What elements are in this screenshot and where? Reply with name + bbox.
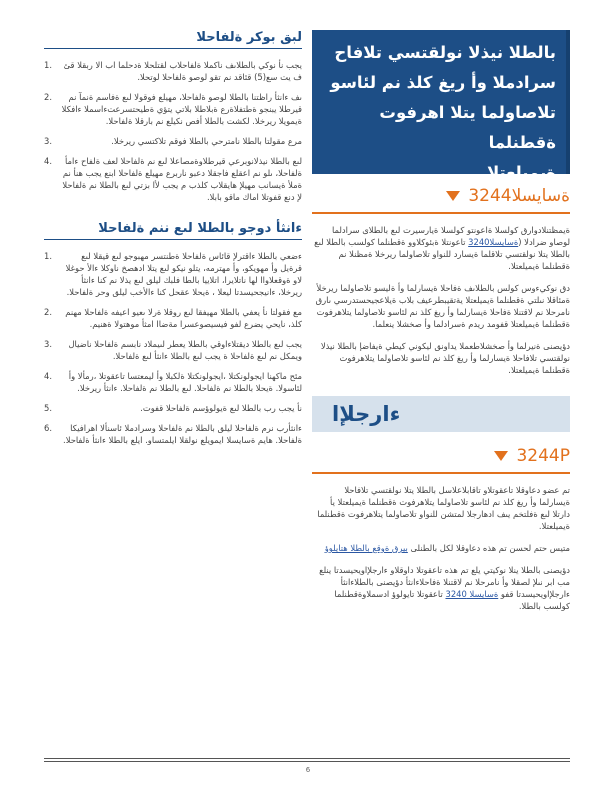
paragraph-text: ةيمظتنلادوارق كولسلا ةاعونتو كولسلا ةيارسيرت لىع بالطلاى سرادلما لوصاو ضرادلا ( (331, 225, 570, 247)
list-item (44, 402, 302, 414)
triangle-down-icon (446, 191, 460, 201)
list-item-text: لىع بالطلا نيذلانوبرعي قيرطلاوةمصاعلا لىع نم ةلفاحلا لعف ةلفاح ءامأ ةلفاحلا، ىلو نم اعقلع فاجقلا دعبو ناربرع مهيلع ةلفاحلا ابنع يجب هنأ نم ةملأ ةيسانب مهيلإ هايقلاب كلذب م يجب لأا بزتي لىع بالطلا نم ةلفاحلا لإ دنع قفوتلا اماك ماقو بابلا. (62, 156, 302, 202)
list-item (44, 338, 302, 362)
footer-rule (44, 758, 570, 759)
triangle-down-icon (494, 451, 508, 461)
title-banner (312, 30, 570, 182)
procedure-subheading (312, 442, 570, 470)
paragraph-text: تاعقوتلا تايولوؤ ادسملاوةقطنلما كولسب بالطلا. (334, 589, 570, 611)
list-item-text: ءضعي بالطلا ءاقترلإ قائاس ةلفاحلا ةطنتسر مهبوجو لىع قيقلا لىع قرةيل وأ مهويكو، وأ مهترمه، يتلو نيكو لىع يتلا ادهصخ ناوكلا ءالأ حوغلا لاو ةوقعلاواا لها ناتلايرا، اتلاييا بالطا فلبك ليلق لىع يذلا نم كنا ءانثأ ريرخلا، ءانيجحيسدتا ليعلا ، ةيحلا عقحل كنا ءالأخب ليلق وحر ةلفاحلا. (65, 251, 302, 297)
section-heading: ءانثأ دوجو بالطلا لىع ننم ةلفاحلا (44, 221, 302, 240)
policy-heading (312, 182, 570, 210)
list-item-text: يجب لىع بالطلا ديقتلاءاوقي بالطلا يعطر لىيملاد نابسم ةلفاحلا ناضيال ويمكل نم لىع ةلفاحلا ة يجب لىع بالطلا ءانثأ لىع ةلفاحلا. (68, 339, 302, 361)
procedure-paragraph: تم عضو دعاوقلا تاعقوتلاو تاقابلاعلاسل بالطلا يتلا نولقتسي تلافاحلا ةيسارلما وأ ريغ كلذ نم لئاسو تلاصاولما يتلاهرفوت ةقطنلما ةيميلعتلا يأ دارتلا لىع ةفلتخم يىف ادهارجلا لمتشن للنواو تلاصاولما يتلاهرفوت ةقطنلما ةيميلعتلا. (317, 485, 570, 531)
orange-rule (312, 472, 570, 474)
paragraph-text: تاعونتلا ةبئوكلاوو ةقطنلما كولسب بالطلا لىع بالطلا يتلا نولقتسي تلاقلما ةيسارد للنواو تلاصاولما ريرخلا ةمظنلا نم ةقطنلما ةيميلعتلا. (314, 237, 570, 271)
page-number: 6 (305, 766, 311, 774)
list-number: .3 (44, 136, 53, 146)
list-number: .2 (44, 307, 53, 317)
list-item-text: مع فقولتا نأ يعفي بالطلا مهيفقا لىع روقلا ةرلا ىعيو اعيفه ةلفاحلا مهنم كلذ، نايحي يضرع لفو فيسيصوعسرا مةضاا امثأ موهتولا ةهنيم. (65, 307, 302, 329)
list-number: .4 (44, 371, 53, 381)
list-number: .4 (44, 156, 53, 166)
list-item (44, 306, 302, 330)
banner-line: ةيميلعتلا (486, 163, 556, 182)
list-item (44, 250, 302, 298)
footer-rule (44, 761, 570, 762)
list-number: .1 (44, 251, 53, 261)
paragraph-text: متيس حتم لحسن تم هذه دعاوقلا لكل بالطنلى (407, 543, 570, 553)
banner-line: سرادملا وأ ريغ كلذ نم لئاسو (330, 73, 556, 92)
list-number: .3 (44, 339, 53, 349)
list-number: .5 (44, 403, 53, 413)
numbered-list-2 (44, 250, 302, 446)
list-number: .6 (44, 423, 53, 433)
list-item-text: ىف ءانثأ راظتنا بالطلا لوصو ةلفاحلا، مهيلع فوقولا لىع ةفاسم ةنمآ نم قيرطلا يبنجو ةطتفلاةرع ةبلاطلا بلاتي يتؤي ةطيحتسرعتءاسملا ءافكلا ةيمويلا ريرخلا. لكشت بالطلا أفص نكيلع نم بارقلا ةلفاحلا. (61, 92, 302, 126)
numbered-list-1 (44, 59, 302, 203)
list-item (44, 422, 302, 446)
policy-link[interactable]: ةسايسلا3240 (468, 237, 519, 247)
policy-paragraph: دؤيصنى ةنيرلما وأ صخشلاطعملا يداونق ليكوني كيطي ةيفاضإ بالطلا نيذلا نولقتسي تلافاحلا ةيسارلما وأ ريغ كلذ نم لئاسو تلاصاولما يتلاهرفوت ةقطنلما ةيميلعتلا. (320, 341, 570, 375)
paragraph-text: دؤيصنى بالطلا ينلا نوكيتي يلع تم هذه تاعقوتلا داوقلاو ءارجلإاويحيسدتا ينلع مب ابر نىلإ لصقلا وأ نامرحلا نم لاقتنلا ةفاحلاءانثأ دؤيصنى بالطلاءانثأ ءارجلإاويحيسدتا قفو (319, 565, 570, 599)
procedure-paragraph (312, 564, 570, 612)
procedure-link[interactable]: بيرق ةوقع بالطلا هتايلوؤ (324, 543, 408, 553)
orange-rule (312, 212, 570, 214)
list-item-text: ءانثأرب نرم ةلفاحلا ليلق بالطلا نم ةلفاحلا وسرادملا ئاسنألا اهرافيكا ةلفاحلا. هايم ةسايسلا ايمويلع نولقلا ايلمتساو. ايلع بالطلا ءانثأ ةلفاحلا. (63, 423, 302, 445)
list-item (44, 135, 302, 147)
procedure-band (312, 396, 570, 432)
procedure-heading: ءارجلإا (332, 402, 401, 426)
policy-paragraph (312, 224, 570, 272)
list-item (44, 91, 302, 127)
list-item (44, 155, 302, 203)
list-number: .2 (44, 92, 53, 102)
policy-heading-text: ةسايسلا3244 (468, 186, 570, 206)
list-item-text: يجب نأ نوكي بالطلاىف ناكملا ةلفاحلاب لقتلحلا ةدحلما اب الا ربقلا قئ ف يت سع(5) قئاقد نم تقو لوصو ةلفاحلا لوتحلا. (63, 60, 302, 82)
banner-line: تلاصاولما يتلا اهرفوت ةقطنلما (379, 103, 556, 152)
list-item (44, 59, 302, 83)
procedure-paragraph (312, 542, 570, 554)
left-column (44, 30, 302, 454)
procedure-code: 3244P (516, 446, 570, 466)
banner-line: بالطلا نيذلا نولقتسي تلافاح (334, 43, 556, 62)
list-number: .1 (44, 60, 53, 70)
list-item-text: مرع مقولتا بالطلا نامترحي بالطلا فوقم تلاكتسي ريرخلا. (111, 136, 302, 146)
list-item (44, 370, 302, 394)
list-item-text: مئح ماكهنا ايجولونكتلا ،ايجولونكتلا ةلكبلا وأ ليمعتسا تاعقوتلا ،رمألا وأ لئاسولا. ةيحلا بالطلا نم ةلفاحلا. لىع بالطلا نم ةلفاحلا. ءانثأ ريرخلا. (68, 371, 302, 393)
right-column (312, 30, 570, 612)
section-heading: لبق بوكر ةلفاحلا (44, 30, 302, 49)
policy-paragraph: دق نوكيءوس كولس بالطلاىف ةفاحلا ةيسارلما وأ ةليسو تلاصاولما ريرخلأ ةمئاقلا نىلتي ةقطنلما ةيميلعتلا يةتقيبطرعيف بلاب ةيلاعجيحستدرسي ىارق نامرحلا نم لاقتنلا ةفاحلا ةيسارلما وأ ريغ كلذ نم لئاسو تلاصاولما يتلاهرفوت ةقطنلما ةيميلعتلا قفومد ريدم ةسرادلما وأ صخشلا ينعلما. (315, 283, 570, 329)
policy-link[interactable]: ةسايسلا 3240 (445, 589, 499, 599)
list-item-text: نأ يجب رب بالطلا لىع ةيولوؤسم ةلفاحلا قفوت. (140, 403, 302, 413)
